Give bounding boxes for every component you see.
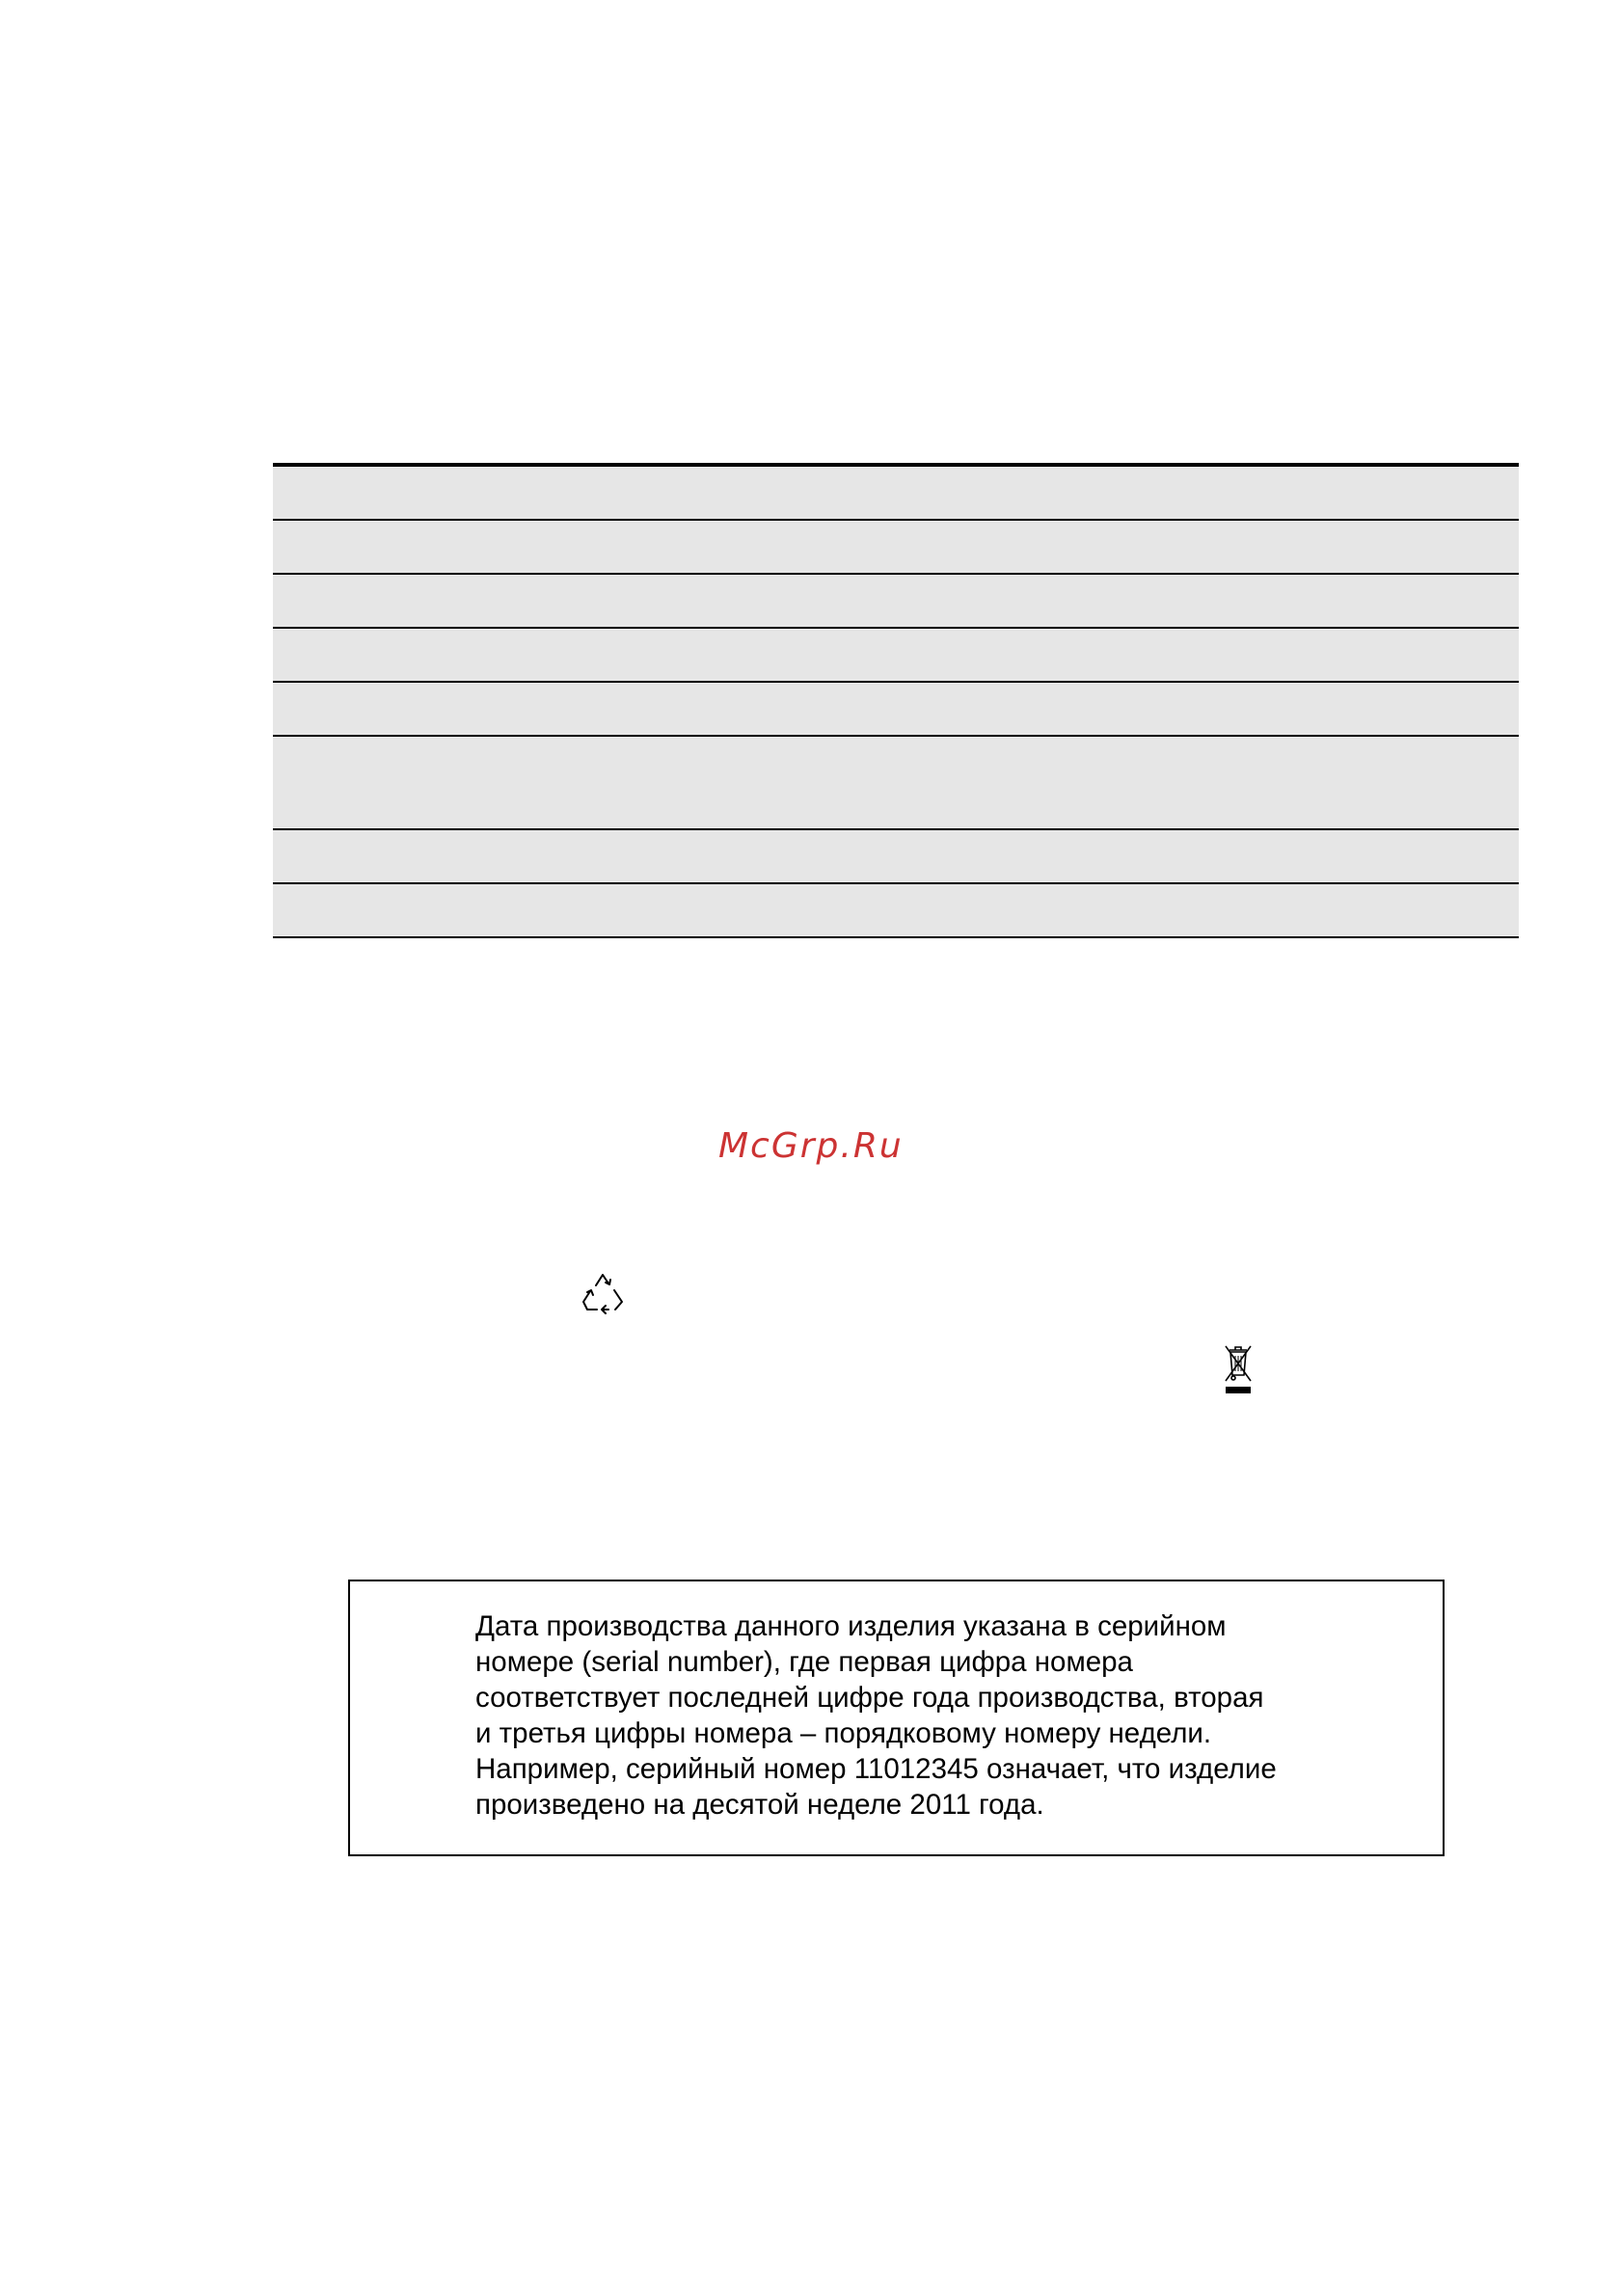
notice-line: и третья цифры номера – порядковому номеру недели. bbox=[475, 1717, 1212, 1749]
table-row bbox=[273, 683, 1519, 737]
notice-line: произведено на десятой неделе 2011 года. bbox=[475, 1789, 1044, 1821]
production-date-notice bbox=[348, 1580, 1445, 1856]
notice-line: соответствует последней цифре года производства, вторая bbox=[475, 1682, 1264, 1714]
table-row bbox=[273, 521, 1519, 575]
notice-line: Например, серийный номер 11012345 означает, что изделие bbox=[475, 1753, 1277, 1785]
notice-line: Дата производства данного изделия указана в серийном bbox=[475, 1610, 1227, 1642]
table-row bbox=[273, 629, 1519, 683]
notice-line: номере (serial number), где первая цифра номера bbox=[475, 1646, 1133, 1678]
spec-table bbox=[273, 463, 1519, 938]
table-row bbox=[273, 884, 1519, 938]
table-row bbox=[273, 737, 1519, 830]
table-row bbox=[273, 467, 1519, 521]
table-row bbox=[273, 575, 1519, 629]
recycle-icon bbox=[580, 1269, 628, 1317]
crossed-out-bin-icon bbox=[1223, 1344, 1254, 1394]
table-row bbox=[273, 830, 1519, 884]
notice-text bbox=[475, 1608, 1401, 1823]
watermark: McGrp.Ru bbox=[718, 1126, 904, 1166]
